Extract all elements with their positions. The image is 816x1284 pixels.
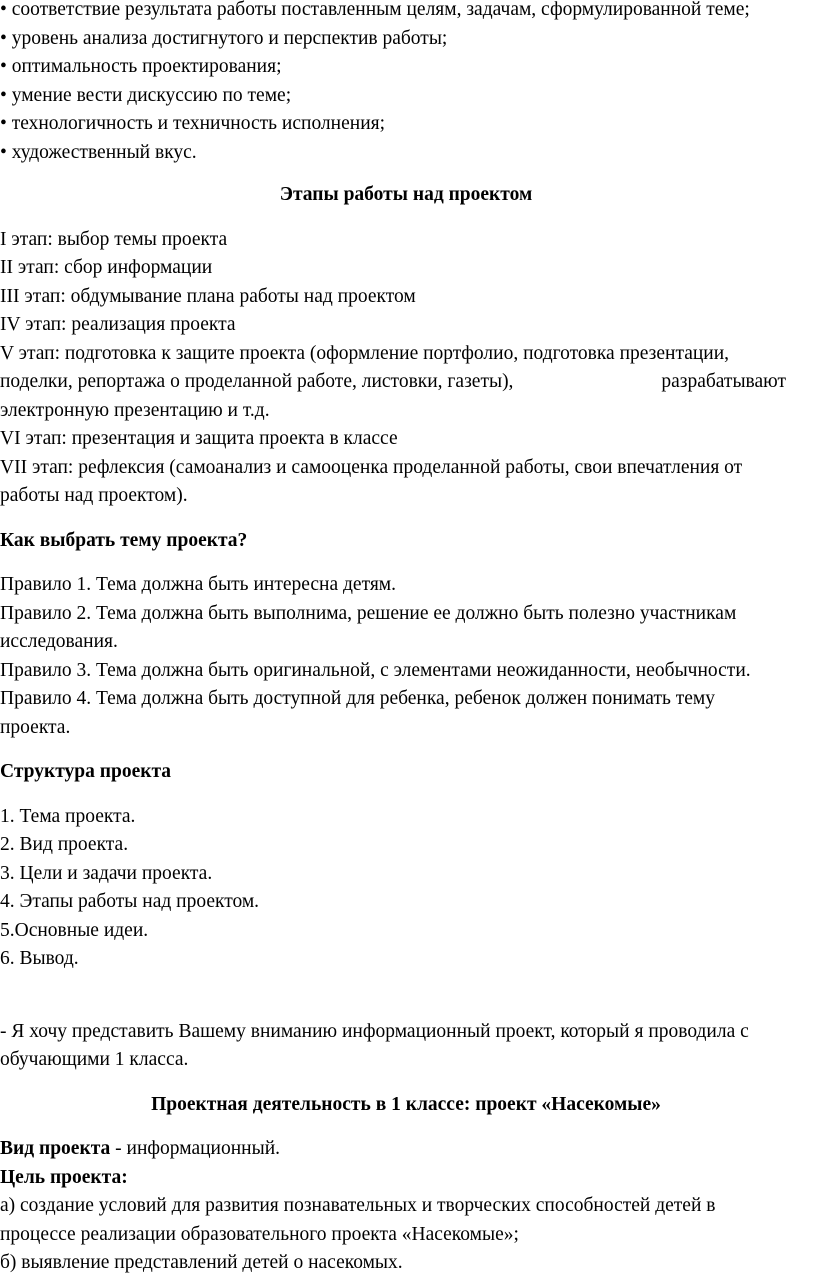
rule-item-continuation: проекта. xyxy=(0,716,71,738)
criteria-item: • оптимальность проектирования; xyxy=(0,56,282,77)
criteria-item: • художественный вкус. xyxy=(0,141,197,163)
structure-item: 1. Тема проекта. xyxy=(0,805,136,827)
stages-list xyxy=(0,226,812,511)
structure-item: 4. Этапы работы над проектом. xyxy=(0,891,260,912)
project-goal-label: Цель проекта: xyxy=(0,1166,128,1188)
criteria-list xyxy=(0,0,812,167)
choose-topic-heading: Как выбрать тему проекта? xyxy=(0,529,248,551)
project-type xyxy=(0,1135,812,1164)
project-goal-item: а) создание условий для развития познавательных и творческих способностей детей в xyxy=(0,1195,716,1216)
stage-item: II этап: сбор информации xyxy=(0,257,213,278)
project-goal-item-continuation: процессе реализации образовательного проекта «Насекомые»; xyxy=(0,1223,519,1245)
stage-v-line2-left: поделки, репортажа о проделанной работе, листовки, газеты), xyxy=(0,371,514,392)
structure-item: 5.Основные идеи. xyxy=(0,919,149,941)
structure-list xyxy=(0,803,812,974)
intro-text-continuation: обучающими 1 класса. xyxy=(0,1049,189,1070)
stage-item-continuation: работы над проектом). xyxy=(0,485,188,506)
intro-text: - Я хочу представить Вашему вниманию информационный проект, который я проводила с xyxy=(0,1020,749,1042)
stage-item: VI этап: презентация и защита проекта в классе xyxy=(0,428,398,449)
project-type-value: - информационный. xyxy=(110,1138,281,1159)
project-title: Проектная деятельность в 1 классе: проект «Насекомые» xyxy=(151,1093,661,1115)
criteria-item: • уровень анализа достигнутого и перспектив работы; xyxy=(0,27,448,49)
rules-list xyxy=(0,571,812,742)
stage-item: VII этап: рефлексия (самоанализ и самооценка проделанной работы, свои впечатления от xyxy=(0,456,743,478)
structure-item: 3. Цели и задачи проекта. xyxy=(0,862,213,884)
project-goal-item: б) выявление представлений детей о насекомых. xyxy=(0,1252,403,1273)
stage-item: IV этап: реализация проекта xyxy=(0,314,236,335)
criteria-item: • соответствие результата работы поставленным целям, задачам, сформулированной теме; xyxy=(0,0,750,20)
rule-item: Правило 1. Тема должна быть интересна детям. xyxy=(0,574,397,595)
structure-item: 2. Вид проекта. xyxy=(0,834,129,855)
stage-item-continuation xyxy=(0,368,786,397)
stages-heading: Этапы работы над проектом xyxy=(279,184,533,205)
stage-item: V этап: подготовка к защите проекта (оформление портфолио, подготовка презентации, xyxy=(0,342,730,364)
criteria-item: • умение вести дискуссию по теме; xyxy=(0,84,292,106)
stage-item: III этап: обдумывание плана работы над проектом xyxy=(0,285,416,307)
rule-item: Правило 2. Тема должна быть выполнима, решение ее должно быть полезно участникам xyxy=(0,602,737,624)
rule-item: Правило 3. Тема должна быть оригинальной, с элементами неожиданности, необычности. xyxy=(0,659,751,681)
structure-heading: Структура проекта xyxy=(0,761,172,782)
stage-item: I этап: выбор темы проекта xyxy=(0,228,228,250)
stage-v-line2-right: разрабатывают xyxy=(661,371,786,392)
project-type-label: Вид проекта xyxy=(0,1138,111,1159)
criteria-item: • технологичность и техничность исполнения; xyxy=(0,113,386,134)
rule-item-continuation: исследования. xyxy=(0,631,118,652)
rule-item: Правило 4. Тема должна быть доступной для ребенка, ребенок должен понимать тему xyxy=(0,688,715,709)
stage-item-continuation: электронную презентацию и т.д. xyxy=(0,399,270,421)
structure-item: 6. Вывод. xyxy=(0,948,79,969)
